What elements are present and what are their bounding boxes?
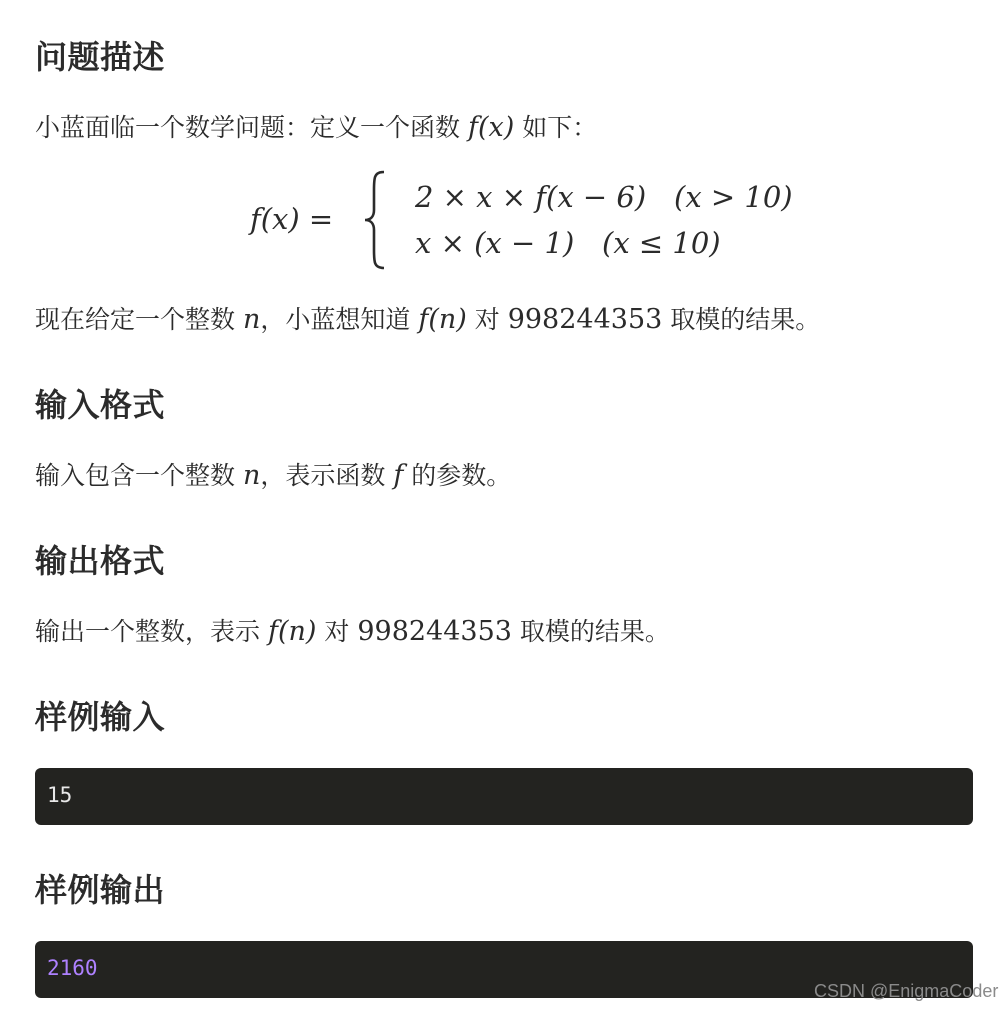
problem-query-prefix: 现在给定一个整数 bbox=[35, 305, 236, 334]
heading-sample-output: 样例输出 bbox=[35, 871, 166, 909]
problem-query bbox=[35, 306, 820, 333]
problem-query-suffix: 取模的结果。 bbox=[670, 305, 821, 334]
problem-query-mod: 998244353 bbox=[507, 304, 663, 335]
output-format-mod: 998244353 bbox=[357, 616, 512, 647]
heading-output-format: 输出格式 bbox=[35, 542, 166, 580]
formula-case-1-expr: 2 × x × f(x − 6) bbox=[415, 180, 647, 214]
problem-query-func: f(n) bbox=[418, 304, 467, 335]
output-format-func: f(n) bbox=[267, 616, 317, 647]
formula-case-1-cond: (x > 10) bbox=[674, 180, 793, 214]
input-format-prefix: 输入包含一个整数 bbox=[35, 461, 236, 490]
output-format-prefix: 输出一个整数，表示 bbox=[35, 617, 261, 646]
output-format-dui: 对 bbox=[324, 617, 350, 646]
problem-query-mid: ，小蓝想知道 bbox=[260, 305, 411, 334]
heading-input-format: 输入格式 bbox=[35, 386, 166, 424]
sample-input-code: 15 bbox=[47, 783, 73, 807]
sample-input-codeblock[interactable] bbox=[35, 768, 973, 825]
sample-output-code: 2160 bbox=[47, 956, 98, 980]
input-format-mid: ，表示函数 bbox=[260, 461, 386, 490]
problem-query-dui: 对 bbox=[474, 305, 500, 334]
input-format-func: f bbox=[393, 460, 404, 491]
output-format-suffix: 取模的结果。 bbox=[519, 617, 670, 646]
problem-intro bbox=[35, 114, 597, 141]
input-format-var: n bbox=[242, 460, 261, 491]
heading-problem-description: 问题描述 bbox=[35, 38, 166, 76]
input-format-text bbox=[35, 462, 511, 489]
formula-case-2-cond: (x ≤ 10) bbox=[602, 226, 721, 260]
input-format-suffix: 的参数。 bbox=[411, 461, 512, 490]
problem-intro-text: 小蓝面临一个数学问题：定义一个函数 bbox=[35, 113, 461, 142]
formula-lhs: f(x) = bbox=[250, 202, 334, 236]
formula-case-2-expr: x × (x − 1) bbox=[415, 226, 575, 260]
problem-intro-suffix: 如下： bbox=[522, 113, 598, 142]
output-format-text bbox=[35, 618, 670, 645]
piecewise-formula bbox=[250, 168, 793, 272]
problem-query-var: n bbox=[242, 304, 261, 335]
problem-intro-func: f(x) bbox=[467, 112, 515, 143]
heading-sample-input: 样例输入 bbox=[35, 698, 166, 736]
csdn-watermark: CSDN @EnigmaCoder bbox=[814, 981, 999, 1001]
left-brace-icon bbox=[362, 168, 388, 272]
